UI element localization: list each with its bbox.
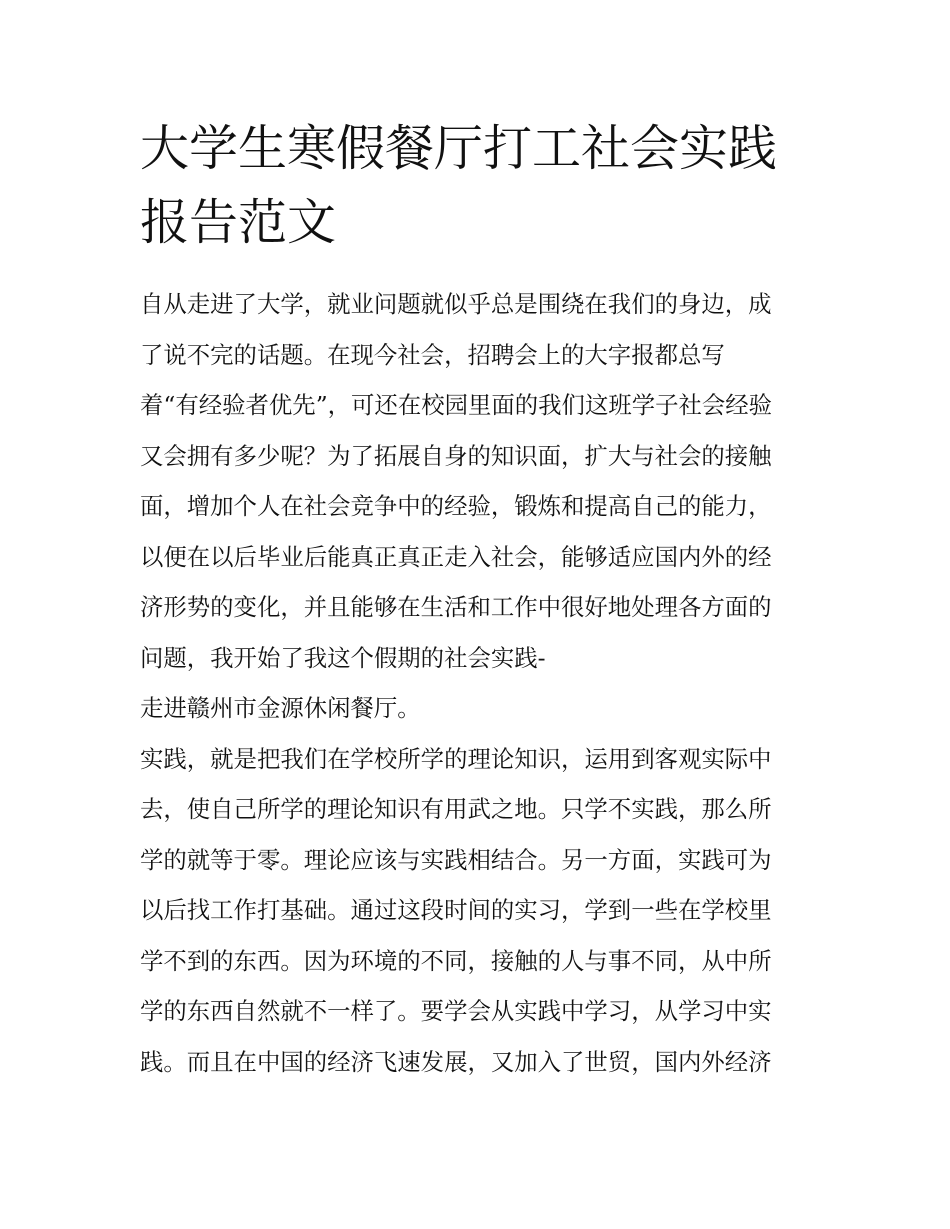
text-line: 走进赣州市金源休闲餐厅。 bbox=[140, 694, 421, 722]
text-line: 践。而且在中国的经济飞速发展，又加入了世贸，国内外经济 bbox=[140, 1047, 772, 1076]
text-line: 学的就等于零。理论应该与实践相结合。另一方面，实践可为 bbox=[140, 845, 772, 874]
text-line: 以后找工作打基础。通过这段时间的实习，学到一些在学校里 bbox=[140, 896, 772, 924]
text-line: 着“有经验者优先”，可还在校园里面的我们这班学子社会经验 bbox=[140, 391, 773, 419]
text-line: 以便在以后毕业后能真正真正走入社会，能够适应国内外的经 bbox=[140, 542, 772, 571]
document-body bbox=[140, 279, 830, 1087]
text-line: 面，增加个人在社会竞争中的经验，锻炼和提高自己的能力， bbox=[140, 492, 772, 520]
text-line: 去，使自己所学的理论知识有用武之地。只学不实践，那么所 bbox=[140, 795, 772, 823]
title-line: 报告范文 bbox=[140, 194, 337, 251]
text-line: 问题，我开始了我这个假期的社会实践- bbox=[140, 643, 546, 672]
title-line: 大学生寒假餐厅打工社会实践 bbox=[140, 120, 778, 177]
text-line: 自从走进了大学，就业问题就似乎总是围绕在我们的身边，成 bbox=[140, 290, 772, 318]
text-line: 济形势的变化，并且能够在生活和工作中很好地处理各方面的 bbox=[140, 593, 772, 621]
document-title bbox=[140, 112, 820, 260]
text-line: 又会拥有多少呢？为了拓展自身的知识面，扩大与社会的接触 bbox=[140, 441, 772, 470]
text-line: 学的东西自然就不一样了。要学会从实践中学习，从学习中实 bbox=[140, 997, 772, 1025]
text-line: 了说不完的话题。在现今社会，招聘会上的大字报都总写 bbox=[140, 340, 725, 369]
text-line: 实践，就是把我们在学校所学的理论知识，运用到客观实际中 bbox=[140, 744, 772, 773]
text-line: 学不到的东西。因为环境的不同，接触的人与事不同，从中所 bbox=[140, 946, 772, 975]
